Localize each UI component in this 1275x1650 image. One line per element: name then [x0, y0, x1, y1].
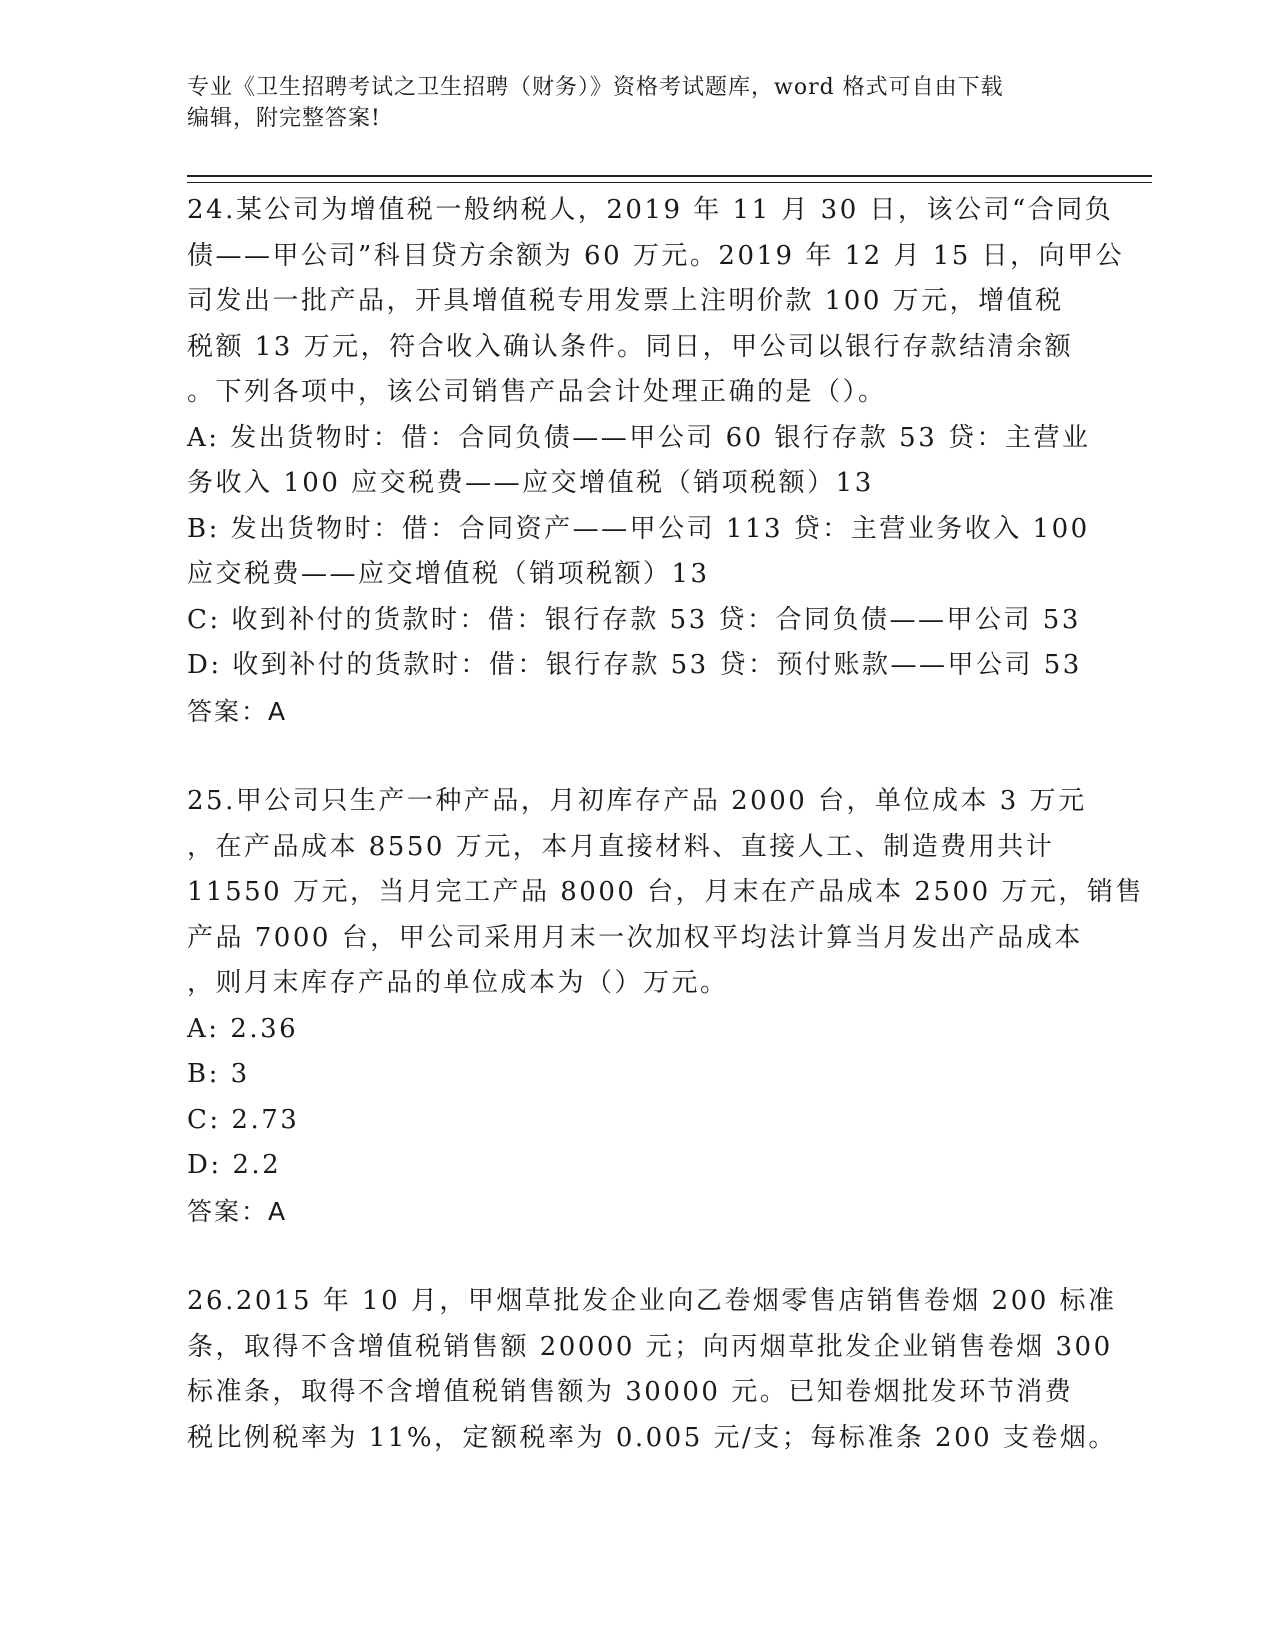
question-text-line: 26.2015 年 10 月，甲烟草批发企业向乙卷烟零售店销售卷烟 200 标准 — [187, 1286, 1117, 1316]
document-body — [187, 188, 1144, 1461]
question-text-line: 25.甲公司只生产一种产品，月初库存产品 2000 台，单位成本 3 万元 — [187, 786, 1087, 816]
question-text-line: 。下列各项中，该公司销售产品会计处理正确的是（）。 — [187, 377, 887, 407]
option-a: A: 2.36 — [187, 1013, 299, 1044]
question-text-line: 司发出一批产品，开具增值税专用发票上注明价款 100 万元，增值税 — [187, 286, 1064, 316]
option-b-continued: 应交税费——应交增值税（销项税额）13 — [187, 559, 710, 589]
option-b: B: 3 — [187, 1059, 250, 1089]
question-text-line: 产品 7000 台，甲公司采用月末一次加权平均法计算当月发出产品成本 — [187, 922, 1083, 953]
question-text-line: 债——甲公司”科目贷方余额为 60 万元。2019 年 12 月 15 日，向甲公 — [187, 240, 1125, 271]
question-text-line: 条，取得不含增值税销售额 20000 元；向丙烟草批发企业销售卷烟 300 — [187, 1331, 1113, 1362]
question-26 — [187, 1279, 1117, 1461]
question-text-line: 24.某公司为增值税一般纳税人，2019 年 11 月 30 日，该公司“合同负 — [187, 195, 1114, 225]
header-rule-thick — [187, 175, 1152, 177]
question-25 — [187, 779, 1144, 1234]
option-d: D: 2.2 — [187, 1150, 282, 1180]
answer-label: 答案：A — [187, 1196, 288, 1226]
question-24 — [187, 188, 1125, 734]
question-text-line: 税比例税率为 11%，定额税率为 0.005 元/支；每标准条 200 支卷烟。 — [187, 1422, 1117, 1453]
question-text-line: 标准条，取得不含增值税销售额为 30000 元。已知卷烟批发环节消费 — [187, 1377, 1074, 1407]
question-text-line: ，则月末库存产品的单位成本为（）万元。 — [187, 968, 729, 998]
answer-label: 答案：A — [187, 696, 288, 726]
question-text-line: ，在产品成本 8550 万元，本月直接材料、直接人工、制造费用共计 — [187, 831, 1055, 862]
question-spacer — [187, 1234, 1092, 1279]
option-b: B: 发出货物时：借：合同资产——甲公司 113 贷：主营业务收入 100 — [187, 513, 1090, 544]
option-c: C: 2.73 — [187, 1104, 300, 1135]
document-header — [187, 72, 1067, 134]
header-rule-thin — [187, 182, 1152, 183]
option-d: D: 收到补付的货款时：借：银行存款 53 贷：预付账款——甲公司 53 — [187, 650, 1082, 680]
question-text-line: 税额 13 万元，符合收入确认条件。同日，甲公司以银行存款结清余额 — [187, 331, 1074, 362]
question-spacer — [187, 734, 1092, 779]
header-line-2: 编辑，附完整答案! — [187, 106, 381, 131]
option-a-continued: 务收入 100 应交税费——应交增值税（销项税额）13 — [187, 468, 874, 498]
option-c: C: 收到补付的货款时：借：银行存款 53 贷：合同负债——甲公司 53 — [187, 604, 1081, 635]
question-text-line: 11550 万元，当月完工产品 8000 台，月末在产品成本 2500 万元，销售 — [187, 877, 1144, 907]
option-a: A: 发出货物时：借：合同负债——甲公司 60 银行存款 53 贷：主营业 — [187, 422, 1091, 453]
header-line-1: 专业《卫生招聘考试之卫生招聘（财务）》资格考试题库，word 格式可自由下载 — [187, 75, 1004, 100]
